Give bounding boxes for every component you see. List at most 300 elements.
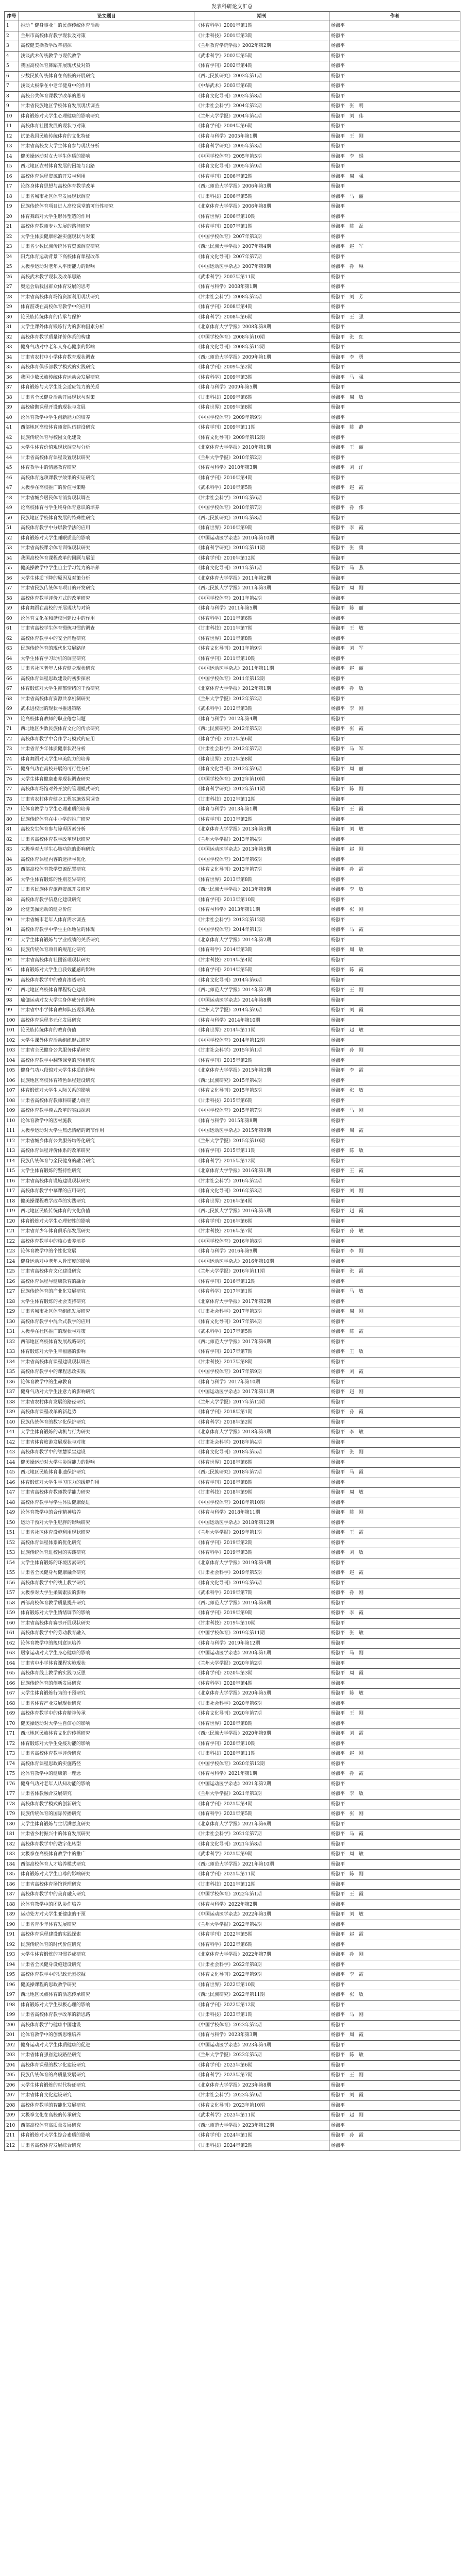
cell-author: 杨淑平 (329, 935, 460, 945)
table-row (5, 443, 460, 453)
cell-title: 甘肃省高校体育课程设置现状研究 (19, 453, 194, 463)
cell-number: 174 (5, 1759, 19, 1769)
page-title: 发表科研论文汇总 (211, 4, 253, 10)
cell-title: 体育锻炼对大学生睡眠质量的影响 (19, 533, 194, 544)
cell-journal: 《西北民族大学学报》2007年第4期 (194, 242, 329, 252)
cell-number: 134 (5, 1357, 19, 1367)
cell-number: 139 (5, 1408, 19, 1418)
table-row (5, 1227, 460, 1237)
table-row (5, 1408, 460, 1418)
cell-journal: 《体育科学研究》2012年第11期 (194, 785, 329, 795)
cell-number: 171 (5, 1729, 19, 1739)
cell-author: 杨淑平 (329, 383, 460, 393)
cell-title: 民族传统体育项目的规范化研究 (19, 945, 194, 956)
cell-title: 甘肃省青少年体育发展研究 (19, 1920, 194, 1930)
cell-author: 杨淑平 (329, 212, 460, 222)
table-row (5, 302, 460, 313)
table-row (5, 1156, 460, 1166)
cell-number: 166 (5, 1679, 19, 1689)
cell-author: 杨淑平 (329, 1015, 460, 1026)
cell-title: 甘肃省体育强省建设路径研究 (19, 2050, 194, 2061)
cell-journal: 《体育世界》2009年第8期 (194, 403, 329, 413)
table-row (5, 995, 460, 1006)
cell-author: 杨淑平 (329, 252, 460, 262)
cell-number: 186 (5, 1879, 19, 1890)
cell-title: 甘肃省体育旅游发展现状与对策 (19, 1437, 194, 1448)
table-row (5, 2060, 460, 2071)
cell-journal: 《中国运动医学杂志》2016年第10期 (194, 1257, 329, 1267)
cell-title: 高校体育课程改革的新趋势 (19, 1408, 194, 1418)
cell-number: 92 (5, 935, 19, 945)
cell-title: 大学生体育锻炼的动机与行为研究 (19, 1428, 194, 1438)
cell-title: 高校体育课程评价体系的改革研究 (19, 1146, 194, 1157)
cell-number: 9 (5, 101, 19, 112)
table-row (5, 714, 460, 724)
cell-number: 4 (5, 51, 19, 61)
cell-number: 176 (5, 1779, 19, 1789)
cell-number: 77 (5, 785, 19, 795)
cell-author: 杨淑平 孙 敏 (329, 1227, 460, 1237)
cell-title: 高校体育教学中翻转课堂的应用研究 (19, 1056, 194, 1066)
cell-number: 126 (5, 1277, 19, 1287)
cell-title: 甘肃省高校体育教学改革的新思路 (19, 2010, 194, 2021)
cell-author: 杨淑平 周 敏 (329, 945, 460, 956)
cell-author: 杨淑平 (329, 1076, 460, 1086)
cell-number: 170 (5, 1719, 19, 1729)
table-row (5, 393, 460, 403)
table-row (5, 1216, 460, 1227)
cell-author: 杨淑平 刘 刚 (329, 1187, 460, 1197)
table-row (5, 1548, 460, 1558)
cell-journal: 《西北民族研究》2010年第8期 (194, 513, 329, 523)
cell-title: 健美操课程教学改革的实践研究 (19, 1196, 194, 1207)
cell-journal: 《体育学刊》2012年第6期 (194, 734, 329, 744)
table-row (5, 1086, 460, 1096)
cell-author: 杨淑平 (329, 815, 460, 825)
table-row (5, 1508, 460, 1518)
cell-title: 甘肃省全民健身活动开展现状与对策 (19, 393, 194, 403)
cell-number: 14 (5, 151, 19, 162)
table-row (5, 122, 460, 132)
cell-number: 22 (5, 232, 19, 242)
table-row (5, 945, 460, 956)
cell-number: 88 (5, 895, 19, 905)
cell-author: 杨淑平 (329, 1859, 460, 1870)
cell-number: 75 (5, 765, 19, 775)
cell-author: 杨淑平 张 刚 (329, 905, 460, 916)
cell-journal: 《甘肃社会科学》2016年第2期 (194, 1176, 329, 1187)
cell-author: 杨淑平 (329, 875, 460, 885)
cell-title: 甘肃省高校课余体育训练现状研究 (19, 544, 194, 554)
cell-author: 杨淑平 (329, 1960, 460, 1970)
table-row (5, 624, 460, 634)
cell-author: 杨淑平 陈 霞 (329, 965, 460, 976)
cell-author: 杨淑平 (329, 1056, 460, 1066)
cell-journal: 《中国学校体育》2014年第12期 (194, 1036, 329, 1046)
cell-number: 180 (5, 1819, 19, 1829)
cell-journal: 《甘肃科技》2006年第5期 (194, 192, 329, 202)
table-row (5, 513, 460, 523)
cell-title: 西部高校体育教学资源配置研究 (19, 865, 194, 875)
cell-author: 杨淑平 王 丽 (329, 443, 460, 453)
cell-journal: 《北京体育大学学报》2017年第2期 (194, 1297, 329, 1307)
cell-journal: 《北京体育大学学报》2010年第1期 (194, 443, 329, 453)
table-row (5, 1126, 460, 1137)
cell-number: 23 (5, 242, 19, 252)
table-row (5, 111, 460, 122)
table-row (5, 1739, 460, 1749)
cell-author: 杨淑平 (329, 1759, 460, 1769)
cell-number: 18 (5, 192, 19, 202)
cell-journal: 《体育世界》2006年第10期 (194, 212, 329, 222)
cell-journal: 《甘肃社会科学》2022年第8期 (194, 1960, 329, 1970)
cell-title: 甘肃省全民健身设施建设研究 (19, 1960, 194, 1970)
cell-author: 杨淑平 (329, 1136, 460, 1146)
cell-number: 52 (5, 533, 19, 544)
table-row (5, 1437, 460, 1448)
table-row (5, 1387, 460, 1398)
cell-title: 甘肃省青少年体育俱乐部发展研究 (19, 1227, 194, 1237)
cell-journal: 《中国运动医学杂志》2021年第2期 (194, 1779, 329, 1789)
cell-title: 民族传统体育与校园文化建设 (19, 433, 194, 443)
cell-title: 西北地区农村体育发展的困境与出路 (19, 162, 194, 172)
table-row (5, 423, 460, 433)
cell-author: 杨淑平 孙 琳 (329, 262, 460, 273)
cell-author: 杨淑平 (329, 1638, 460, 1649)
cell-journal: 《武术科学》2012年第3期 (194, 704, 329, 715)
cell-journal: 《体育与科学》2019年第12期 (194, 1638, 329, 1649)
table-row (5, 1960, 460, 1970)
table-row (5, 553, 460, 564)
table-row (5, 1890, 460, 1900)
cell-number: 29 (5, 302, 19, 313)
table-row (5, 1950, 460, 1960)
cell-title: 高校体育教学中的课程思政实践 (19, 1367, 194, 1378)
cell-journal: 《中国运动医学杂志》2015年第9期 (194, 1126, 329, 1137)
cell-journal: 《西北民族大学学报》2013年第9期 (194, 885, 329, 895)
cell-number: 210 (5, 2121, 19, 2131)
cell-author: 杨淑平 张 霞 (329, 724, 460, 735)
cell-journal: 《体育科学》2001年第1期 (194, 21, 329, 31)
cell-number: 175 (5, 1769, 19, 1780)
cell-title: 高校体育教学中的劳动教育融入 (19, 1629, 194, 1639)
cell-number: 121 (5, 1227, 19, 1237)
cell-journal: 《体育与科学》2022年第2期 (194, 1900, 329, 1910)
cell-journal: 《体育学刊》2014年第5期 (194, 965, 329, 976)
table-row (5, 1658, 460, 1669)
cell-journal: 《兰州教育学院学报》2002年第2期 (194, 41, 329, 52)
cell-number: 70 (5, 714, 19, 724)
cell-title: 甘肃省高校体育教师教学能力研究 (19, 1488, 194, 1498)
cell-journal: 《体育文化导刊》2018年第5期 (194, 1448, 329, 1458)
cell-author: 杨淑平 陈 刚 (329, 785, 460, 795)
table-row (5, 212, 460, 222)
cell-journal: 《甘肃科技》2015年第6期 (194, 1096, 329, 1106)
table-row (5, 674, 460, 684)
cell-journal: 《甘肃社会科学》2021年第7期 (194, 1829, 329, 1840)
cell-number: 109 (5, 1106, 19, 1116)
table-row (5, 2141, 460, 2151)
cell-author: 杨淑平 马 燕 (329, 564, 460, 574)
cell-journal: 《中国学校体育》2013年第6期 (194, 855, 329, 865)
cell-journal: 《甘肃社会科学》2004年第2期 (194, 101, 329, 112)
cell-title: 西部高校体育高质量发展研究 (19, 2121, 194, 2131)
table-row (5, 1900, 460, 1910)
cell-author: 杨淑平 张 红 (329, 332, 460, 343)
cell-number: 28 (5, 292, 19, 302)
cell-journal: 《体育科学》2015年第12期 (194, 1156, 329, 1166)
cell-number: 132 (5, 1337, 19, 1347)
table-row (5, 1357, 460, 1367)
table-row (5, 1498, 460, 1508)
cell-author: 杨淑平 (329, 323, 460, 333)
cell-journal: 《武术科学》2002年第5期 (194, 51, 329, 61)
cell-journal: 《中国学校体育》2011年第4期 (194, 594, 329, 604)
table-row (5, 1850, 460, 1860)
cell-author: 杨淑平 刘 敏 (329, 825, 460, 835)
table-row (5, 1839, 460, 1850)
cell-author: 杨淑平 (329, 1116, 460, 1126)
cell-author: 杨淑平 (329, 674, 460, 684)
cell-journal: 《北京体育大学学报》2022年第7期 (194, 1950, 329, 1960)
cell-number: 85 (5, 865, 19, 875)
table-row (5, 1257, 460, 1267)
cell-number: 61 (5, 624, 19, 634)
cell-title: 我国少数民族传统体育运动会发展研究 (19, 372, 194, 383)
cell-title: 甘肃省体育文化建设研究 (19, 2091, 194, 2101)
cell-journal: 《体育文化导刊》2012年第9期 (194, 765, 329, 775)
cell-author: 杨淑平 张 勇 (329, 544, 460, 554)
cell-title: 民族传统体育的现代化发展路径 (19, 644, 194, 654)
cell-number: 206 (5, 2080, 19, 2091)
cell-author: 杨淑平 李 霞 (329, 1066, 460, 1076)
cell-journal: 《西北民族研究》2003年第1期 (194, 71, 329, 81)
cell-author: 杨淑平 (329, 1498, 460, 1508)
cell-title: 体育锻炼对大学生学习压力的缓解作用 (19, 1478, 194, 1488)
cell-journal: 《中国学校体育》2010年第7期 (194, 503, 329, 514)
cell-title: 太极拳对大学生心肺功能的影响研究 (19, 845, 194, 855)
cell-title: 高校体育教学模式改革的实践探索 (19, 1106, 194, 1116)
cell-author: 杨淑平 (329, 594, 460, 604)
table-row (5, 744, 460, 755)
cell-author: 杨淑平 刘 洋 (329, 463, 460, 473)
cell-title: 甘肃省民族地区学校体育发展现状调查 (19, 101, 194, 112)
table-row (5, 1146, 460, 1157)
table-row (5, 1689, 460, 1699)
cell-journal: 《体育与科学》2013年第11期 (194, 905, 329, 916)
cell-journal: 《体育与科学》2013年第1期 (194, 805, 329, 815)
cell-number: 30 (5, 312, 19, 323)
cell-journal: 《西北民族研究》2012年第5期 (194, 724, 329, 735)
cell-title: 太极拳运动对大学生焦虑情绪的调节作用 (19, 1126, 194, 1137)
cell-author: 杨淑平 (329, 1397, 460, 1408)
cell-author: 杨淑平 李 敏 (329, 1789, 460, 1800)
cell-journal: 《中国学校体育》2011年第12期 (194, 674, 329, 684)
table-row (5, 61, 460, 72)
cell-author: 杨淑平 (329, 1598, 460, 1608)
cell-number: 36 (5, 372, 19, 383)
cell-number: 146 (5, 1478, 19, 1488)
cell-title: 太极拳在高校推广的价值与策略 (19, 483, 194, 494)
cell-number: 50 (5, 513, 19, 523)
cell-number: 149 (5, 1508, 19, 1518)
cell-author: 杨淑平 (329, 202, 460, 212)
cell-number: 196 (5, 1980, 19, 1990)
cell-author: 杨淑平 (329, 634, 460, 644)
header-author: 作者 (329, 12, 460, 21)
cell-journal: 《甘肃科技》2017年第8期 (194, 1357, 329, 1367)
cell-title: 大学生体育价值观现状调查与分析 (19, 443, 194, 453)
cell-number: 191 (5, 1930, 19, 1940)
cell-author: 杨淑平 (329, 453, 460, 463)
table-row (5, 1578, 460, 1588)
cell-journal: 《中国运动医学杂志》2023年第4期 (194, 2040, 329, 2050)
table-row (5, 2000, 460, 2010)
cell-author: 杨淑平 张 明 (329, 101, 460, 112)
cell-number: 74 (5, 754, 19, 765)
cell-author: 杨淑平 (329, 1719, 460, 1729)
cell-number: 140 (5, 1417, 19, 1428)
cell-journal: 《北京体育大学学报》2016年第1期 (194, 1166, 329, 1177)
cell-title: 体育锻炼对大学生自尊的影响研究 (19, 1870, 194, 1880)
cell-author: 杨淑平 王 霞 (329, 805, 460, 815)
table-row (5, 1518, 460, 1528)
cell-title: 健身运动对大学生体质健康的促进 (19, 2040, 194, 2050)
cell-title: 太极拳对大学生柔韧素质的影响 (19, 1588, 194, 1599)
cell-title: 高校女生体育参与障碍因素分析 (19, 825, 194, 835)
table-row (5, 372, 460, 383)
cell-title: 体育锻炼与大学生社会适应能力的关系 (19, 383, 194, 393)
table-row (5, 1196, 460, 1207)
cell-number: 147 (5, 1488, 19, 1498)
table-row (5, 493, 460, 503)
cell-number: 179 (5, 1809, 19, 1820)
cell-author: 杨淑平 陈 静 (329, 423, 460, 433)
cell-number: 181 (5, 1829, 19, 1840)
cell-title: 高校体育教学信息化建设研究 (19, 895, 194, 905)
cell-journal: 《中国学校体育》2022年第1期 (194, 1890, 329, 1900)
cell-author: 杨淑平 (329, 614, 460, 624)
cell-title: 民族地区学校体育发展的特殊性研究 (19, 513, 194, 523)
cell-number: 125 (5, 1267, 19, 1277)
cell-author: 杨淑平 (329, 1437, 460, 1448)
cell-author: 杨淑平 赵 刚 (329, 1387, 460, 1398)
cell-number: 1 (5, 21, 19, 31)
cell-journal: 《西北民族大学学报》2011年第3期 (194, 584, 329, 594)
table-row (5, 1166, 460, 1177)
cell-title: 太极拳运动对老年人平衡能力的影响 (19, 262, 194, 273)
cell-journal: 《中国学校体育》2023年第2期 (194, 2020, 329, 2030)
cell-author: 杨淑平 马 刚 (329, 2010, 460, 2021)
table-row (5, 634, 460, 644)
cell-number: 101 (5, 1026, 19, 1036)
table-row (5, 1236, 460, 1247)
cell-title: 民族传统体育的产业化发展研究 (19, 1287, 194, 1297)
table-row (5, 774, 460, 785)
cell-number: 120 (5, 1216, 19, 1227)
table-row (5, 765, 460, 775)
cell-number: 157 (5, 1588, 19, 1599)
cell-author: 杨淑平 王 刚 (329, 2071, 460, 2081)
cell-author: 杨淑平 (329, 694, 460, 704)
cell-author: 杨淑平 (329, 1940, 460, 1950)
cell-number: 72 (5, 734, 19, 744)
cell-title: 民族传统体育的时代价值研究 (19, 1940, 194, 1950)
cell-number: 199 (5, 2010, 19, 2021)
cell-journal: 《甘肃科技》2014年第4期 (194, 955, 329, 965)
cell-title: 论体育文化在和谐校园建设中的作用 (19, 614, 194, 624)
cell-author: 杨淑平 陈 磊 (329, 222, 460, 232)
cell-journal: 《体育世界》2010年第9期 (194, 523, 329, 534)
cell-title: 西北地区民族传统体育的文化价值 (19, 1207, 194, 1217)
cell-journal: 《甘肃社会科学》2013年第12期 (194, 915, 329, 925)
table-row (5, 986, 460, 996)
cell-number: 188 (5, 1900, 19, 1910)
cell-number: 64 (5, 654, 19, 664)
cell-author: 杨淑平 孙 伟 (329, 503, 460, 514)
cell-journal: 《体育学刊》2021年第4期 (194, 1799, 329, 1809)
cell-title: 高校体育课程与健康教育的融合 (19, 1277, 194, 1287)
cell-title: 高校体育课程思政的实施路径 (19, 1759, 194, 1769)
cell-number: 3 (5, 41, 19, 52)
cell-author: 杨淑平 周 霞 (329, 1126, 460, 1137)
table-row (5, 1377, 460, 1387)
cell-title: 甘肃省青少年体质健康状况分析 (19, 744, 194, 755)
table-row (5, 172, 460, 182)
table-row (5, 1528, 460, 1538)
cell-journal: 《体育与科学》2012年第4期 (194, 714, 329, 724)
cell-journal: 《北京体育大学学报》2023年第8期 (194, 2080, 329, 2091)
cell-journal: 《体育学刊》2010年第4期 (194, 473, 329, 483)
cell-number: 130 (5, 1317, 19, 1327)
cell-author: 杨淑平 (329, 1297, 460, 1307)
cell-title: 少数民族传统体育在高校的开展研究 (19, 71, 194, 81)
cell-number: 167 (5, 1689, 19, 1699)
cell-title: 高校体育教学中分层教学法的应用 (19, 523, 194, 534)
cell-title: 高校体育教学中慕课的应用研究 (19, 1187, 194, 1197)
cell-number: 145 (5, 1468, 19, 1478)
cell-title: 高校体育教师专业发展的路径研究 (19, 222, 194, 232)
cell-author: 杨淑平 (329, 533, 460, 544)
table-row (5, 1679, 460, 1689)
table-row (5, 1468, 460, 1478)
cell-author: 杨淑平 (329, 81, 460, 92)
table-row (5, 1458, 460, 1468)
cell-journal: 《中国运动医学杂志》2014年第8期 (194, 995, 329, 1006)
cell-title: 论高校体育教师的职业倦怠问题 (19, 714, 194, 724)
cell-number: 183 (5, 1850, 19, 1860)
cell-title: 大学生体育锻炼与学业成绩的关系研究 (19, 935, 194, 945)
cell-journal: 《西北师范大学学报》2019年第8期 (194, 1598, 329, 1608)
cell-title: 论体育教学中的个性化发展 (19, 1247, 194, 1257)
table-row (5, 533, 460, 544)
cell-title: 健身气功对老年人认知功能的影响 (19, 1779, 194, 1789)
cell-number: 27 (5, 282, 19, 293)
cell-author: 杨淑平 (329, 1417, 460, 1428)
cell-journal: 《武术科学》2007年第11期 (194, 272, 329, 282)
cell-title: 西部地区高校体育师资队伍建设研究 (19, 423, 194, 433)
cell-number: 192 (5, 1940, 19, 1950)
cell-number: 141 (5, 1428, 19, 1438)
table-row (5, 1317, 460, 1327)
table-row (5, 1056, 460, 1066)
cell-journal: 《中国运动医学杂志》2010年第10期 (194, 533, 329, 544)
cell-title: 体育舞蹈对大学生审美能力的培养 (19, 754, 194, 765)
cell-journal: 《体育学刊》2024年第1期 (194, 2131, 329, 2141)
table-row (5, 1367, 460, 1378)
cell-journal: 《甘肃社会科学》2023年第9期 (194, 2091, 329, 2101)
cell-author: 杨淑平 (329, 51, 460, 61)
